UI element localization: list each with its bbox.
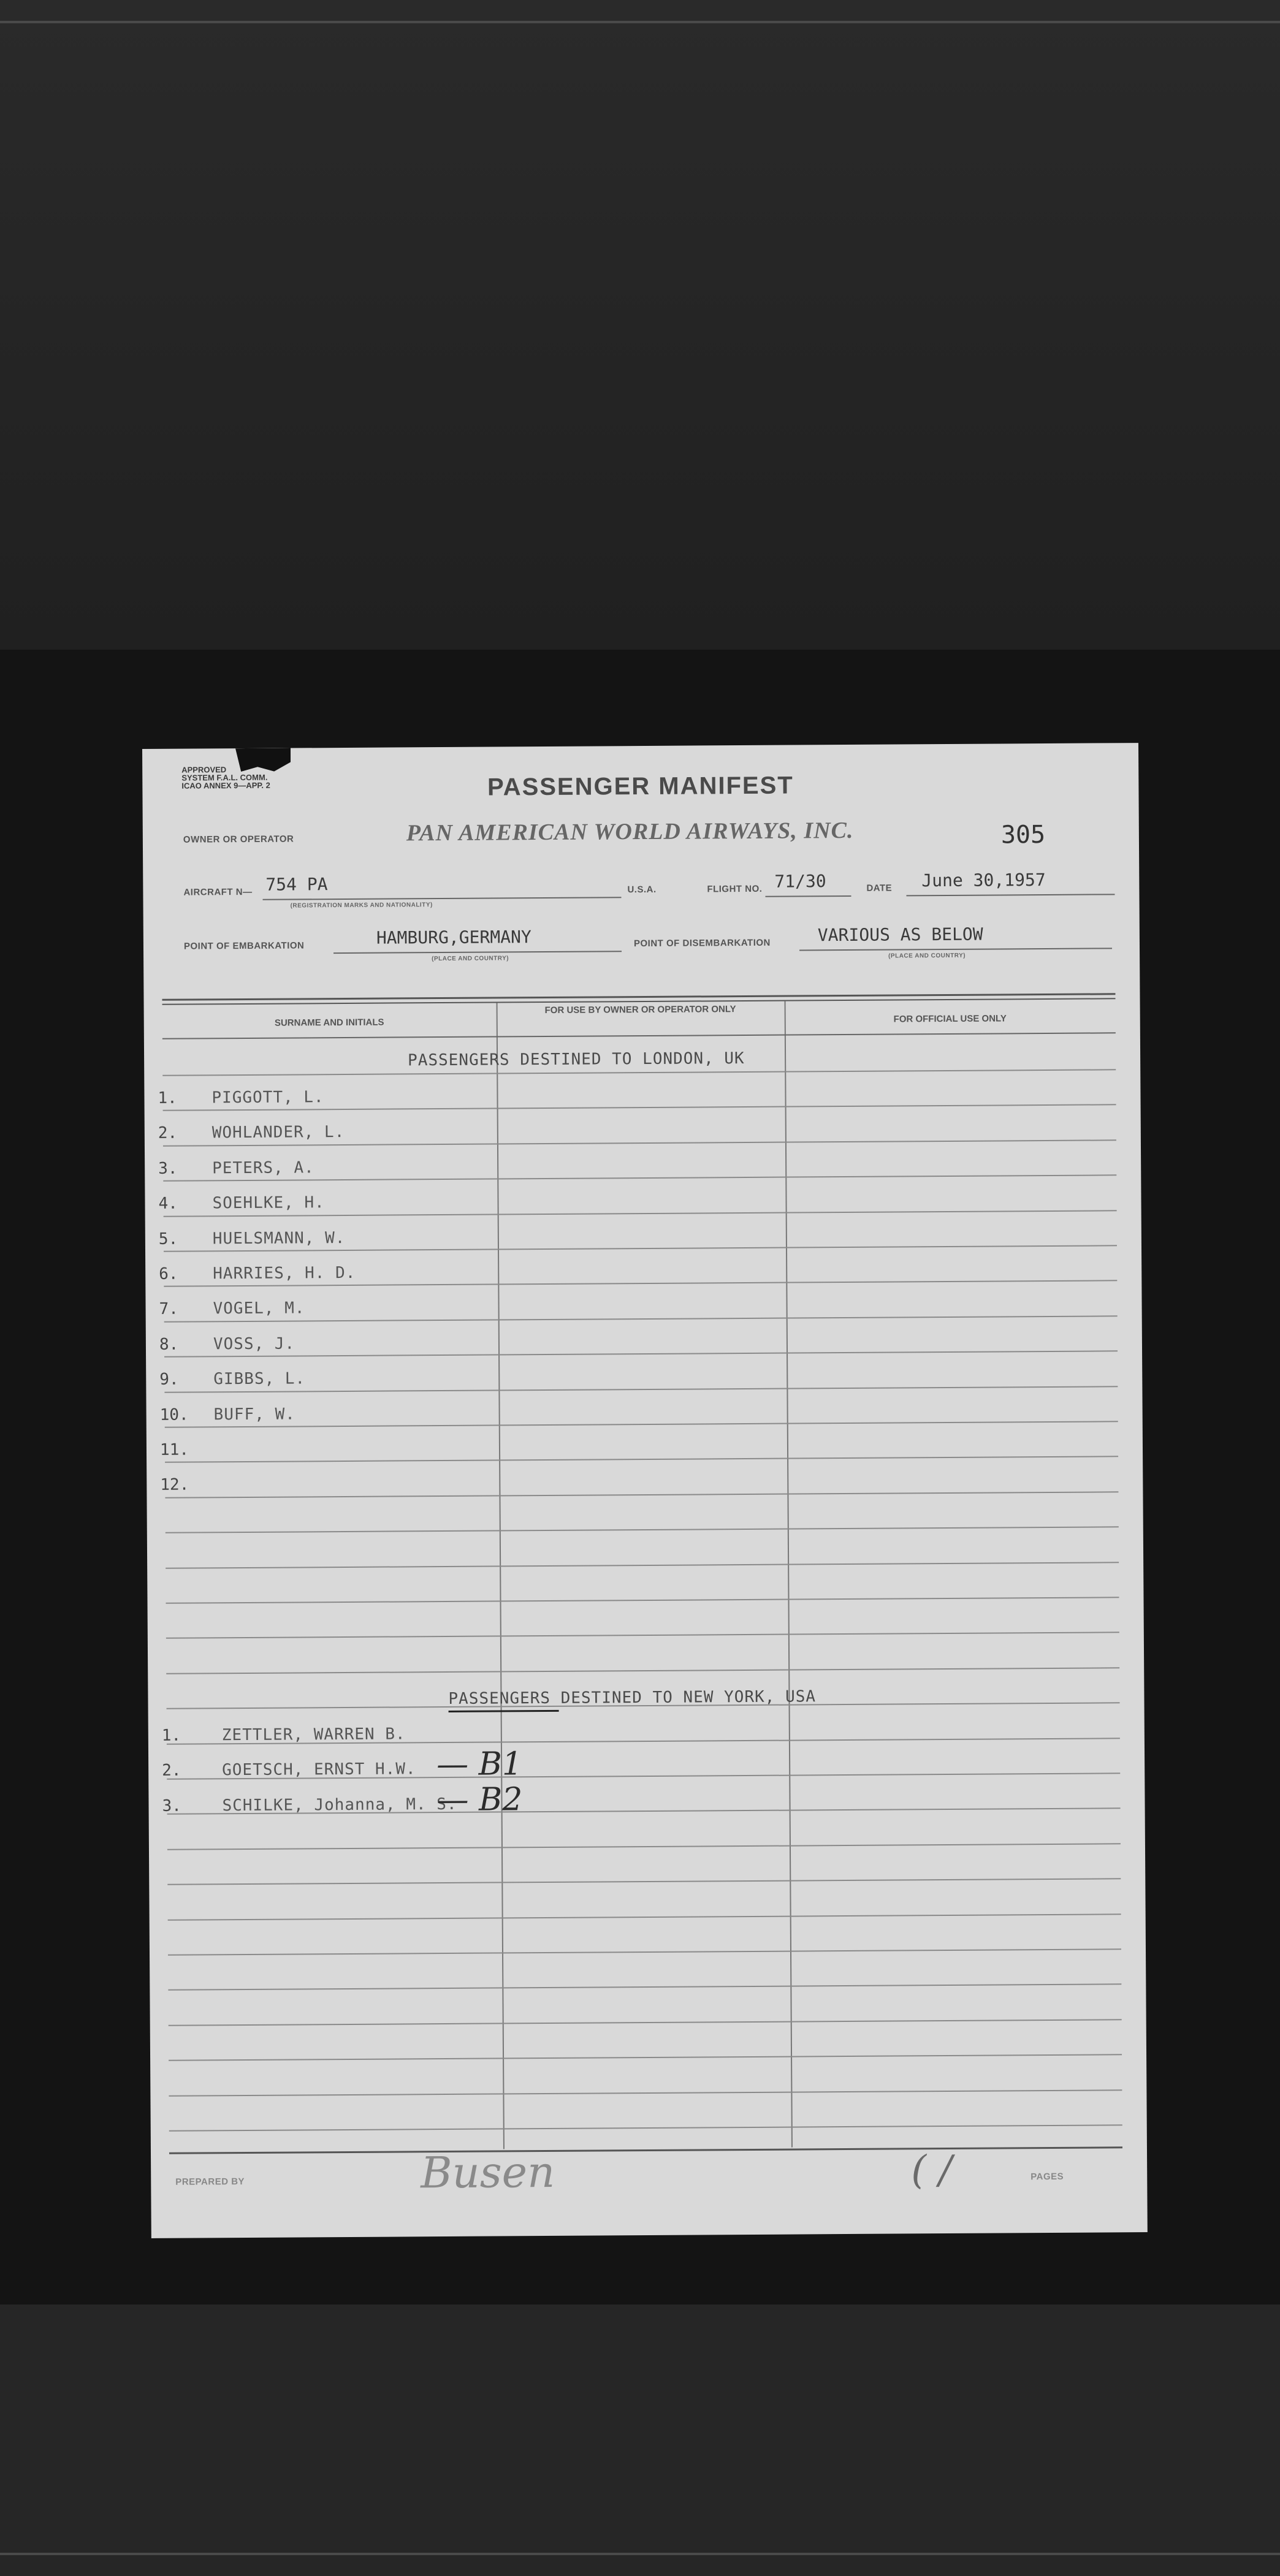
- document-title: PASSENGER MANIFEST: [487, 772, 794, 801]
- passenger-name: SOEHLKE, H.: [212, 1193, 325, 1213]
- passenger-name: SCHILKE, Johanna, M. S.: [222, 1795, 457, 1815]
- row-number: 10.: [159, 1405, 189, 1424]
- row-rule: [166, 1597, 1119, 1603]
- embarkation-label: POINT OF EMBARKATION: [183, 940, 305, 952]
- aircraft-label: AIRCRAFT N—: [183, 886, 253, 898]
- row-rule: [166, 1526, 1119, 1533]
- row-rule: [168, 1983, 1121, 1990]
- row-rule: [166, 1632, 1119, 1638]
- handwritten-mark: — B2: [436, 1781, 523, 1819]
- section-newyork: PASSENGERS DESTINED TO NEW YORK, USA: [448, 1687, 817, 1708]
- embarkation-caption: (PLACE AND COUNTRY): [432, 955, 509, 963]
- row-number: 3.: [158, 1159, 178, 1178]
- preparer-signature: Busen: [420, 2146, 555, 2198]
- disembarkation-label: POINT OF DISEMBARKATION: [633, 937, 771, 949]
- row-number: 7.: [159, 1299, 178, 1318]
- passenger-name: HARRIES, H. D.: [213, 1263, 356, 1283]
- row-rule: [165, 1456, 1118, 1462]
- row-number: 1.: [158, 1089, 177, 1108]
- date-underline: [906, 894, 1114, 896]
- row-number: 4.: [158, 1194, 178, 1213]
- handwritten-mark: — B1: [436, 1746, 523, 1784]
- row-rule: [165, 1421, 1118, 1427]
- passenger-name: PIGGOTT, L.: [211, 1088, 324, 1108]
- row-number: 12.: [160, 1475, 189, 1494]
- row-rule: [169, 2019, 1122, 2026]
- passenger-name: ZETTLER, WARREN B.: [221, 1725, 406, 1745]
- flight-value: 71/30: [774, 871, 826, 892]
- row-rule: [166, 1667, 1119, 1674]
- passenger-name: BUFF, W.: [213, 1405, 295, 1424]
- registration-caption: (REGISTRATION MARKS AND NATIONALITY): [290, 902, 433, 910]
- row-rule: [169, 2089, 1122, 2096]
- owner-label: OWNER OR OPERATOR: [183, 834, 294, 845]
- pages-label: PAGES: [1030, 2171, 1064, 2183]
- column-divider-2: [785, 1001, 793, 2148]
- row-number: 3.: [162, 1796, 181, 1815]
- header-surname: SURNAME AND INITIALS: [274, 1017, 384, 1028]
- pages-handwriting: ( /: [910, 2147, 953, 2194]
- section-london: PASSENGERS DESTINED TO LONDON, UK: [408, 1049, 745, 1070]
- table-bottom-rule: [169, 2146, 1122, 2154]
- date-label: DATE: [866, 883, 893, 894]
- film-edge-top: [0, 21, 1280, 23]
- row-number: 5.: [158, 1229, 178, 1248]
- page-number: 305: [1000, 821, 1046, 849]
- approval-note: APPROVED SYSTEM F.A.L. COMM. ICAO ANNEX 9—APP. 2: [181, 765, 270, 791]
- row-number: 1.: [161, 1726, 181, 1745]
- usa-label: U.S.A.: [627, 884, 657, 895]
- passenger-name: HUELSMANN, W.: [212, 1228, 346, 1248]
- prepared-by-label: PREPARED BY: [175, 2176, 245, 2187]
- row-rule: [167, 1843, 1121, 1850]
- row-rule: [162, 1069, 1116, 1076]
- passenger-name: VOSS, J.: [213, 1334, 295, 1354]
- passenger-name: WOHLANDER, L.: [211, 1122, 345, 1142]
- embarkation-underline: [333, 951, 622, 954]
- row-number: 11.: [159, 1440, 189, 1459]
- passenger-name: PETERS, A.: [212, 1158, 314, 1178]
- row-rule: [165, 1491, 1118, 1498]
- passenger-name: GOETSCH, ERNST H.W.: [222, 1760, 416, 1780]
- row-rule: [164, 1386, 1118, 1392]
- row-rule: [169, 2124, 1122, 2131]
- scan-background-bottom: [0, 2304, 1280, 2576]
- passenger-name: VOGEL, M.: [213, 1299, 305, 1318]
- manifest-document: [142, 743, 1148, 2238]
- flight-label: FLIGHT NO.: [707, 883, 763, 895]
- column-divider-1: [497, 1003, 505, 2149]
- handwritten-underline: [449, 1710, 559, 1712]
- film-edge-bottom: [0, 2553, 1280, 2555]
- date-value: June 30,1957: [921, 870, 1046, 891]
- row-number: 8.: [159, 1335, 179, 1354]
- disembarkation-underline: [799, 948, 1112, 951]
- row-number: 9.: [159, 1370, 179, 1389]
- row-rule: [168, 1913, 1121, 1920]
- owner-value: PAN AMERICAN WORLD AIRWAYS, INC.: [406, 817, 854, 846]
- header-bottom-rule: [162, 1032, 1116, 1039]
- disembarkation-caption: (PLACE AND COUNTRY): [888, 952, 966, 960]
- row-rule: [166, 1562, 1119, 1568]
- embarkation-value: HAMBURG,GERMANY: [376, 927, 531, 948]
- aircraft-value: 754 PA: [265, 874, 328, 895]
- aircraft-underline: [262, 897, 621, 900]
- disembarkation-value: VARIOUS AS BELOW: [817, 924, 983, 946]
- scan-background-top: [0, 0, 1280, 650]
- row-rule: [167, 1878, 1121, 1885]
- flight-underline: [765, 895, 851, 897]
- row-rule: [164, 1315, 1118, 1322]
- passenger-name: GIBBS, L.: [213, 1369, 306, 1389]
- header-owner-use: FOR USE BY OWNER OR OPERATOR ONLY: [544, 1004, 736, 1016]
- row-rule: [169, 2054, 1122, 2061]
- header-official-use: FOR OFFICIAL USE ONLY: [893, 1013, 1007, 1025]
- row-rule: [168, 1948, 1121, 1955]
- row-number: 2.: [162, 1761, 181, 1780]
- row-rule: [164, 1350, 1118, 1357]
- row-number: 2.: [158, 1123, 178, 1142]
- row-number: 6.: [159, 1264, 178, 1283]
